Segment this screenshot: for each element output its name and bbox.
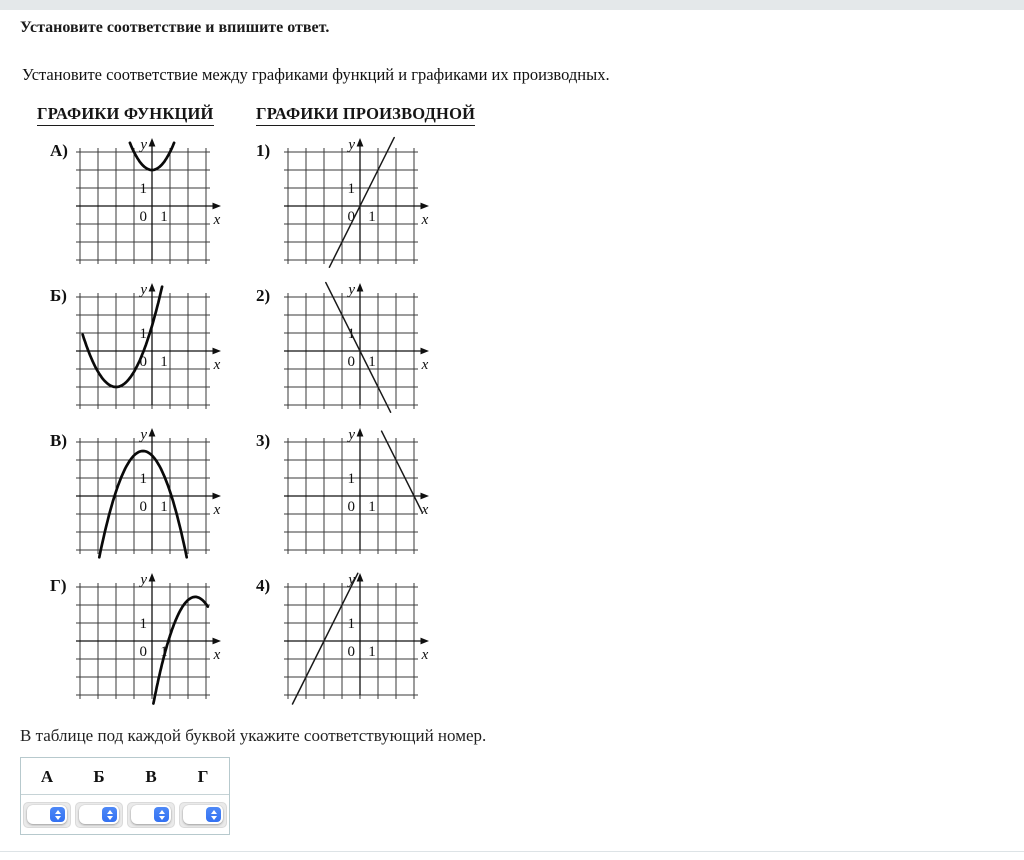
graph-row-1	[0, 136, 1024, 282]
function-graph-a	[68, 136, 232, 282]
answer-table	[20, 757, 230, 835]
svg-text:1: 1	[160, 209, 168, 225]
top-divider-bar	[0, 0, 1024, 10]
derivative-graph-label-3: 3)	[256, 431, 271, 450]
svg-text:y: y	[140, 282, 147, 298]
select-stepper-icon	[102, 807, 117, 822]
answer-select-b[interactable]	[75, 802, 123, 828]
graph-row-4	[0, 571, 1024, 717]
svg-text:1: 1	[347, 471, 355, 487]
answer-table-header-row	[21, 758, 229, 795]
derivative-graph-3	[276, 426, 440, 572]
answer-header-g: Г	[197, 767, 209, 786]
svg-text:x: x	[421, 647, 429, 663]
svg-text:x: x	[213, 502, 221, 518]
svg-text:x: x	[421, 357, 429, 373]
svg-text:1: 1	[368, 209, 376, 225]
svg-text:0: 0	[139, 644, 147, 660]
svg-text:0: 0	[347, 644, 355, 660]
derivative-graph-label-4: 4)	[256, 576, 271, 595]
function-graph-label-v: В)	[50, 431, 67, 450]
derivative-graph-label-1: 1)	[256, 141, 271, 160]
svg-text:1: 1	[160, 354, 168, 370]
function-graph-label-g: Г)	[50, 576, 67, 595]
svg-text:1: 1	[347, 326, 355, 342]
svg-text:y: y	[140, 427, 147, 443]
select-stepper-icon	[50, 807, 65, 822]
answer-select-g[interactable]	[179, 802, 227, 828]
select-stepper-icon	[154, 807, 169, 822]
svg-text:y: y	[140, 572, 147, 588]
svg-text:1: 1	[160, 499, 168, 515]
select-stepper-icon	[206, 807, 221, 822]
answer-table-instruction: В таблице под каждой буквой укажите соответствующий номер.	[20, 726, 487, 745]
answer-table-select-row	[21, 795, 229, 834]
svg-text:y: y	[140, 137, 147, 153]
answer-header-b: Б	[93, 767, 105, 786]
svg-text:x: x	[421, 502, 429, 518]
function-graph-label-a: А)	[50, 141, 68, 160]
functions-column-header: ГРАФИКИ ФУНКЦИЙ	[37, 104, 214, 126]
function-graph-label-b: Б)	[50, 286, 67, 305]
svg-text:1: 1	[347, 181, 355, 197]
svg-text:1: 1	[347, 616, 355, 632]
svg-text:1: 1	[139, 326, 147, 342]
answer-header-a: А	[40, 767, 54, 786]
svg-text:x: x	[213, 212, 221, 228]
svg-text:y: y	[348, 282, 355, 298]
svg-text:1: 1	[368, 499, 376, 515]
page-title: Установите соответствие и впишите ответ.	[20, 19, 330, 36]
svg-text:1: 1	[139, 471, 147, 487]
svg-text:0: 0	[347, 354, 355, 370]
svg-text:y: y	[348, 427, 355, 443]
svg-text:1: 1	[139, 616, 147, 632]
graph-row-3	[0, 426, 1024, 572]
answer-select-v[interactable]	[127, 802, 175, 828]
answer-select-a[interactable]	[23, 802, 71, 828]
function-graph-v	[68, 426, 232, 572]
svg-text:x: x	[421, 212, 429, 228]
svg-text:0: 0	[347, 499, 355, 515]
svg-text:1: 1	[160, 644, 168, 660]
answer-header-v: В	[145, 767, 157, 786]
graph-row-2	[0, 281, 1024, 427]
derivative-graph-4	[276, 571, 440, 717]
derivative-graph-2	[276, 281, 440, 427]
svg-text:0: 0	[347, 209, 355, 225]
derivative-graph-1	[276, 136, 440, 282]
svg-text:1: 1	[139, 181, 147, 197]
svg-text:1: 1	[368, 644, 376, 660]
task-instruction: Установите соответствие между графиками функций и графиками их производных.	[22, 65, 610, 84]
svg-text:0: 0	[139, 209, 147, 225]
svg-text:1: 1	[368, 354, 376, 370]
svg-text:y: y	[348, 137, 355, 153]
svg-text:x: x	[213, 357, 221, 373]
derivatives-column-header: ГРАФИКИ ПРОИЗВОДНОЙ	[256, 104, 475, 126]
svg-text:y: y	[348, 572, 355, 588]
svg-text:0: 0	[139, 354, 147, 370]
derivative-graph-label-2: 2)	[256, 286, 271, 305]
svg-text:0: 0	[139, 499, 147, 515]
function-graph-g	[68, 571, 232, 717]
bottom-divider-line	[0, 851, 1024, 852]
function-graph-b	[68, 281, 232, 427]
svg-text:x: x	[213, 647, 221, 663]
